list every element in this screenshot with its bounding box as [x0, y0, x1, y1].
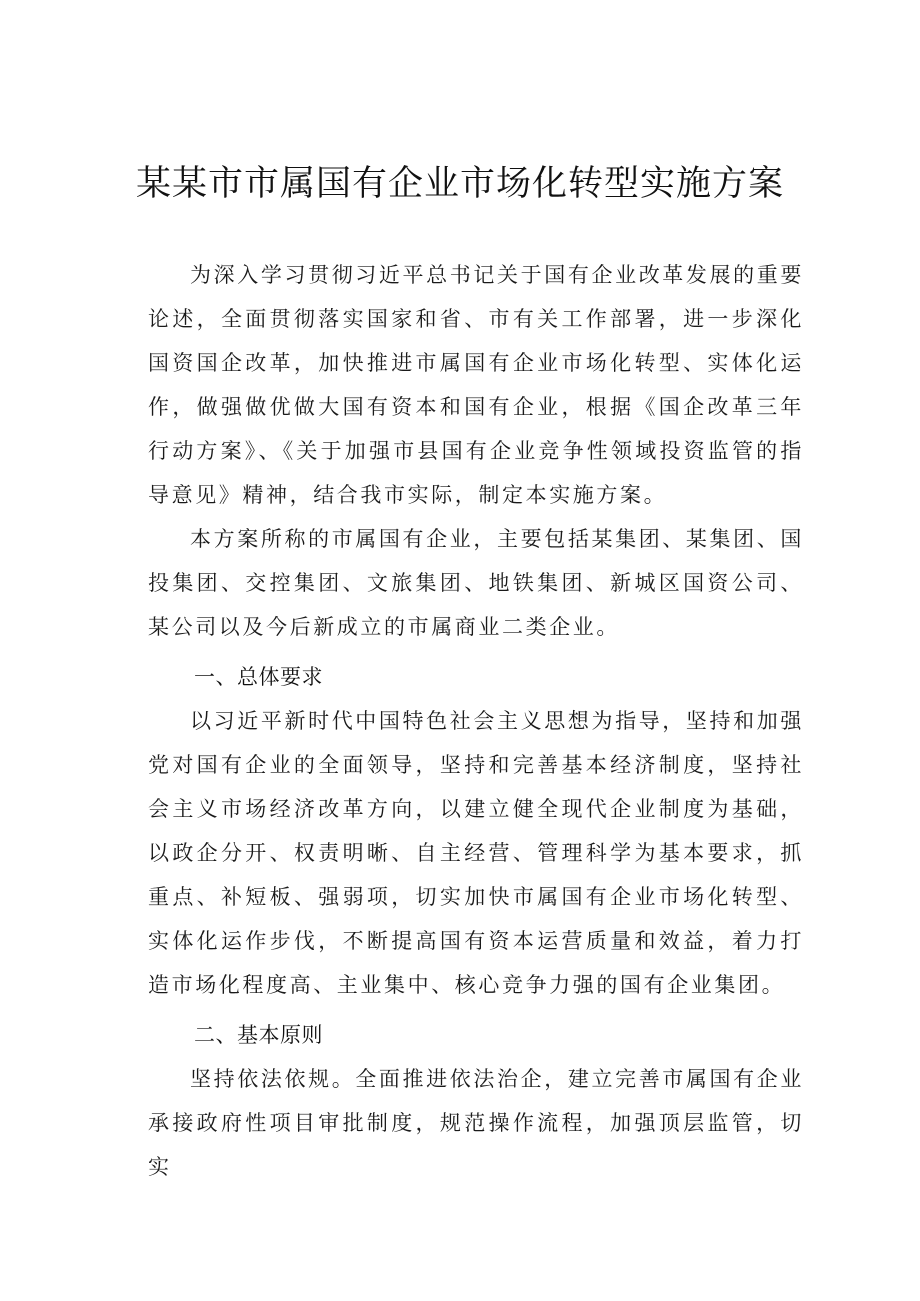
section-heading-basic-principles: 二、基本原则: [194, 1023, 323, 1047]
general-requirements-paragraph: 以习近平新时代中国特色社会主义思想为指导，坚持和加强党对国有企业的全面领导，坚持和完善基本经济制度，坚持社会主义市场经济改革方向，以建立健全现代企业制度为基础，以政企分开、权责明晰、自主经营、管理科学为基本要求，抓重点、补短板、强弱项，切实加快市属国有企业市场化转型、实体化运作步伐，不断提高国有资本运营质量和效益，着力打造市场化程度高、主业集中、核心竞争力强的国有企业集团。: [148, 709, 804, 997]
intro-paragraph: 为深入学习贯彻习近平总书记关于国有企业改革发展的重要论述，全面贯彻落实国家和省、市有关工作部署，进一步深化国资国企改革，加快推进市属国有企业市场化转型、实体化运作，做强做优做大国有资本和国有企业，根据《国企改革三年行动方案》、《关于加强市县国有企业竞争性领域投资监管的指导意见》精神，结合我市实际，制定本实施方案。: [148, 263, 804, 507]
section-heading-general-requirements: 一、总体要求: [194, 665, 323, 689]
document-title: 某某市市属国有企业市场化转型实施方案: [135, 164, 784, 204]
scope-paragraph: 本方案所称的市属国有企业，主要包括某集团、某集团、国投集团、交控集团、文旅集团、地铁集团、新城区国资公司、某公司以及今后新成立的市属商业二类企业。: [148, 527, 804, 639]
basic-principles-paragraph: 坚持依法依规。全面推进依法治企，建立完善市属国有企业承接政府性项目审批制度，规范操作流程，加强顶层监管，切实: [148, 1067, 804, 1179]
document-body: [148, 253, 804, 1189]
